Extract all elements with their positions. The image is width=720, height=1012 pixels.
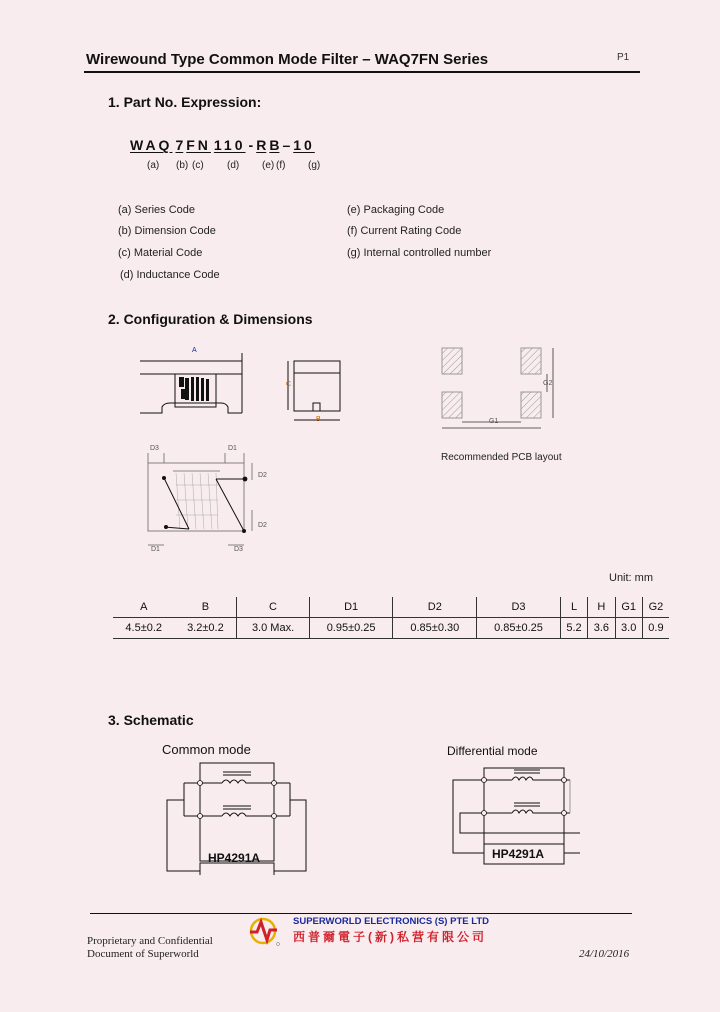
dim-label-d2-right-b: D2 <box>258 522 267 529</box>
table-cell: 0.85±0.25 <box>477 618 561 639</box>
common-mode-title: Common mode <box>162 742 251 757</box>
dim-label-b: B <box>316 416 321 423</box>
dim-label-g2: G2 <box>543 380 553 387</box>
dim-label-d3-bottom: D3 <box>234 546 243 553</box>
code-e: (e) Packaging Code <box>347 204 445 216</box>
dim-label-g1: G1 <box>489 418 499 425</box>
dim-label-c: C <box>286 381 292 388</box>
table-cell: 3.0 <box>615 618 642 639</box>
footer-document-owner: Document of Superworld <box>87 948 199 960</box>
header-divider <box>84 71 640 73</box>
part-inductance: 110 <box>213 137 246 153</box>
code-d: (d) Inductance Code <box>120 269 220 281</box>
part-packaging: R <box>256 137 267 153</box>
part-dash2: – <box>282 137 291 153</box>
unit-label: Unit: mm <box>609 572 653 584</box>
table-header: D2 <box>393 597 477 618</box>
table-header: G2 <box>642 597 669 618</box>
superworld-logo-icon <box>248 916 282 948</box>
part-material: FN <box>186 137 211 153</box>
dim-label-d2-right: D2 <box>258 472 267 479</box>
label-g: (g) <box>308 160 321 171</box>
section-1-heading: 1. Part No. Expression: <box>108 94 262 110</box>
part-dimension: 7 <box>175 137 184 153</box>
label-e: (e) <box>262 160 275 171</box>
table-cell: 0.95±0.25 <box>309 618 393 639</box>
page-number: P1 <box>617 52 630 63</box>
table-cell: 3.0 Max. <box>237 618 310 639</box>
footer-divider <box>90 913 632 914</box>
differential-mode-title: Differential mode <box>447 744 538 758</box>
part-current: B <box>269 137 280 153</box>
company-name-chinese: 西普爾電子(新)私营有限公司 <box>293 930 487 944</box>
code-f: (f) Current Rating Code <box>347 225 462 237</box>
differential-mode-instrument: HP4291A <box>492 847 545 861</box>
table-header: C <box>237 597 310 618</box>
code-c: (c) Material Code <box>118 247 203 259</box>
table-cell: 0.85±0.30 <box>393 618 477 639</box>
dim-label-a: A <box>192 347 197 354</box>
table-cell: 5.2 <box>560 618 587 639</box>
section-2-heading: 2. Configuration & Dimensions <box>108 311 313 327</box>
document-title: Wirewound Type Common Mode Filter – WAQ7FN Series <box>86 51 489 68</box>
footer-confidential: Proprietary and Confidential <box>87 935 213 947</box>
table-header: D3 <box>477 597 561 618</box>
dim-label-d1-bottom: D1 <box>151 546 160 553</box>
table-cell: 3.2±0.2 <box>174 618 236 639</box>
side-view-drawing <box>140 345 250 415</box>
code-g: (g) Internal controlled number <box>347 247 492 259</box>
part-series: WAQ <box>130 137 173 153</box>
table-cell: 0.9 <box>642 618 669 639</box>
table-cell: 4.5±0.2 <box>113 618 174 639</box>
table-header: H <box>588 597 615 618</box>
company-name-english: SUPERWORLD ELECTRONICS (S) PTE LTD <box>293 916 489 927</box>
part-internal: 10 <box>293 137 315 153</box>
table-header: G1 <box>615 597 642 618</box>
dim-label-d1-top: D1 <box>228 445 237 452</box>
table-header: L <box>560 597 587 618</box>
section-3-heading: 3. Schematic <box>108 712 194 728</box>
table-cell: 3.6 <box>588 618 615 639</box>
dim-label-d3-top: D3 <box>150 445 159 452</box>
table-header: D1 <box>309 597 393 618</box>
label-f: (f) <box>276 160 286 171</box>
pcb-layout-caption: Recommended PCB layout <box>441 452 562 463</box>
code-b: (b) Dimension Code <box>118 225 216 237</box>
label-b: (b) <box>176 160 189 171</box>
code-a: (a) Series Code <box>118 204 196 216</box>
label-c: (c) <box>192 160 204 171</box>
common-mode-instrument: HP4291A <box>208 851 261 865</box>
top-view-drawing <box>140 445 280 555</box>
pcb-layout-drawing <box>420 340 580 435</box>
label-a: (a) <box>147 160 160 171</box>
document-date: 24/10/2016 <box>579 948 630 960</box>
part-number <box>130 137 318 153</box>
table-row <box>113 618 669 639</box>
dimensions-table <box>113 597 669 639</box>
part-dash: - <box>248 137 254 153</box>
table-header: B <box>174 597 236 618</box>
table-header-row <box>113 597 669 618</box>
label-d: (d) <box>227 160 240 171</box>
table-header: A <box>113 597 174 618</box>
